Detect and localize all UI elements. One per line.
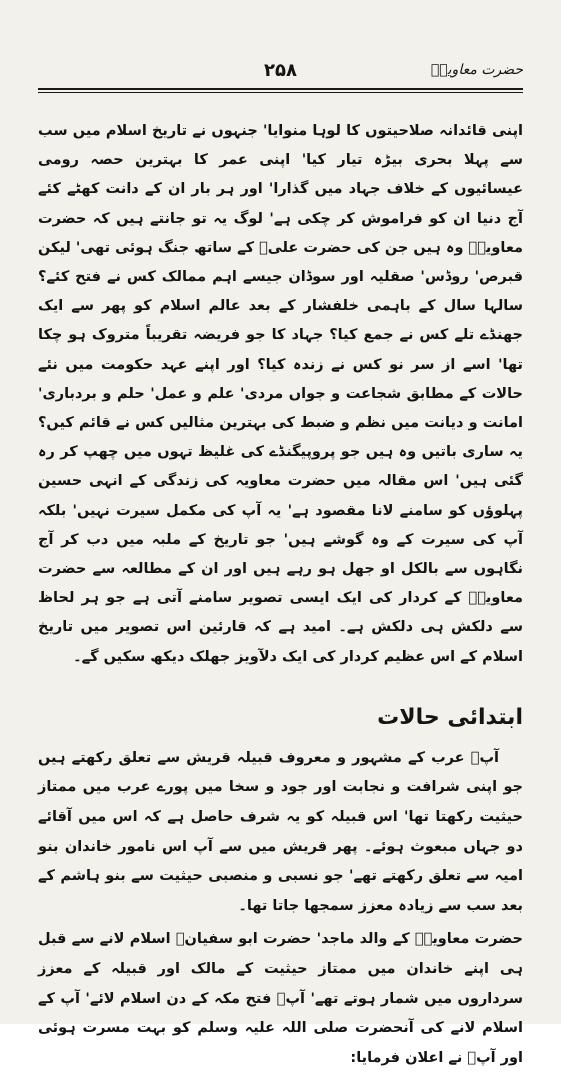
section-heading: ابتدائی حالات — [377, 704, 523, 730]
page-header — [38, 62, 523, 88]
section-early-life — [38, 698, 523, 1073]
page-content — [38, 117, 523, 1073]
page-number: ۲۵۸ — [264, 60, 297, 81]
header-rule — [38, 88, 523, 93]
section-paragraph-2: حضرت معاویہؓ کے والد ماجد' حضرت ابو سفیانؓ اسلام لانے سے قبل ہی اپنے خاندان میں ممتاز حیثیت کے مالک اور قبیلہ کے معزز سرداروں میں شمار ہوتے تھے' آپؓ فتح مکہ کے دن اسلام لائے' آپ کے اسلام لانے کی آنحضرت صلی اللہ علیہ وسلم کو بہت مسرت ہوئی اور آپؐ نے اعلان فرمایا: — [38, 931, 523, 1066]
section-paragraph-1: آپؓ عرب کے مشہور و معروف قبیلہ قریش سے تعلق رکھتے ہیں جو اپنی شرافت و نجابت اور جود و سخا میں پورے عرب میں ممتاز حیثیت رکھتا تھا' اس قبیلہ کو یہ شرف حاصل ہے کہ اس میں آقائے دو جہاں مبعوث ہوئے۔ پھر قریش میں سے آپ اس نامور خاندان بنو امیہ سے تعلق رکھتے تھے' جو نسبی و منصبی حیثیت سے بنو ہاشم کے بعد سب سے زیادہ معزز سمجھا جاتا تھا۔ — [38, 749, 523, 914]
intro-paragraph: اپنی قائدانہ صلاحیتوں کا لوہا منوایا' جنہوں نے تاریخ اسلام میں سب سے پہلا بحری بیڑہ تیار کیا' اپنی عمر کا بہترین حصہ رومی عیسائیوں کے خلاف جہاد میں گذارا' اور ہر بار ان کے دانت کھٹے کئے آج دنیا ان کو فراموش کر چکی ہے' لوگ یہ تو جانتے ہیں کہ حضرت معاویہؓ وہ ہیں جن کی حضرت علیؓ کے ساتھ جنگ ہوئی تھی' لیکن قبرص' روڈس' صقلیہ اور سوڈان جیسے اہم ممالک کس نے فتح کئے؟ سالہا سال کے باہمی خلفشار کے بعد عالم اسلام کو پھر سے ایک جھنڈے تلے کس نے جمع کیا؟ جہاد کا جو فریضہ تقریباً متروک ہو چکا تھا' اسے از سر نو کس نے زندہ کیا؟ اور اپنے عہد حکومت میں نئے حالات کے مطابق شجاعت و جواں مردی' علم و عمل' حلم و بردباری' امانت و دیانت میں نظم و ضبط کی بہترین مثالیں کس نے قائم کیں؟ یہ ساری باتیں وہ ہیں جو پروپیگنڈے کی غلیظ تہوں میں چھپ کر رہ گئی ہیں' اس مقالہ میں حضرت معاویہ کی زندگی کے انہی حسین پہلوؤں کو سامنے لانا مقصود ہے' یہ آپ کی مکمل سیرت نہیں' بلکہ آپ کی سیرت کے وہ گوشے ہیں' جو تاریخ کے ملبہ میں دب کر آج نگاہوں سے بالکل او جھل ہو رہے ہیں اور ان کے مطالعہ سے حضرت معاویہؓ کے کردار کی ایک ایسی تصویر سامنے آتی ہے جو ہر لحاظ سے دلکش ہی دلکش ہے۔ امید ہے کہ قارئین اس تصویر میں تاریخ اسلام کے اس عظیم کردار کی ایک دلآویز جھلک دیکھ سکیں گے۔ — [38, 123, 523, 665]
running-title: حضرت معاویہؓ — [430, 62, 523, 78]
